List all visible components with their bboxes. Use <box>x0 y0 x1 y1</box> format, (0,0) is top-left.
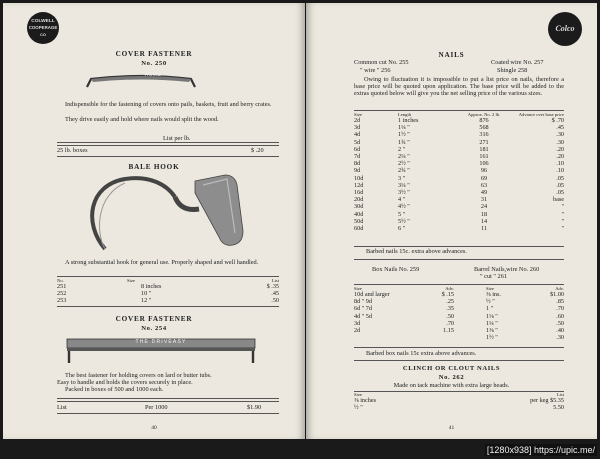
divider <box>354 110 564 111</box>
cover250-desc2: They drive easily and hold where nails would split the wood. <box>65 116 219 123</box>
cell: .70 <box>446 319 454 327</box>
col-no: No. <box>57 278 64 283</box>
col-advance: Advance over base price <box>518 112 564 117</box>
logo-line1: COLWELL <box>31 19 55 24</box>
cover254-title: COVER FASTENER <box>115 315 193 323</box>
cell: .35 <box>446 305 454 313</box>
cell: 3d <box>354 124 361 132</box>
cell: 1½ " <box>398 131 410 139</box>
table-row <box>354 291 564 298</box>
table-row <box>354 196 564 203</box>
cell: 3 " <box>398 174 406 182</box>
cell: 10 " <box>141 290 152 298</box>
nails-table-body <box>354 112 564 232</box>
boxnails-table <box>354 286 564 341</box>
cell: per keg $5.35 <box>530 397 564 404</box>
cell: 6d <box>354 145 361 153</box>
balehook-table <box>57 278 279 305</box>
cell: 40d <box>354 210 364 218</box>
cell: 6d " 7d <box>354 305 372 313</box>
divider <box>57 276 279 277</box>
table-row <box>354 313 564 320</box>
cell: 271 <box>479 138 489 146</box>
cell: ⅜ ins. <box>486 291 501 298</box>
table-row <box>354 298 564 305</box>
cell: 24 <box>480 203 488 211</box>
table-row <box>57 290 279 297</box>
cell: 3¼ " <box>398 181 410 189</box>
cell: 1.15 <box>443 327 454 335</box>
logo-text: Colco <box>555 24 575 33</box>
cell: .70 <box>556 305 564 313</box>
cover250-price-label: List per lb. <box>163 135 191 142</box>
cover254-per: Per 1000 <box>145 404 168 411</box>
divider <box>57 413 279 414</box>
cell: 1¾ " <box>398 138 410 146</box>
cover254-desc: The best fastener for holding covers on lard or butter tubs. <box>65 372 212 379</box>
cell: 5.50 <box>553 404 564 412</box>
cell: 316 <box>479 131 489 139</box>
divider <box>354 284 564 285</box>
cover254-number: No. 254 <box>141 325 167 332</box>
table-row <box>354 320 564 327</box>
cell: 1½ " <box>486 334 498 342</box>
cell: 4 " <box>398 196 406 204</box>
cell: 1 " <box>486 305 494 313</box>
logo-line2: COOPERAGE <box>28 25 58 30</box>
table-row <box>354 397 564 404</box>
cell <box>354 334 414 341</box>
table-row <box>354 211 564 218</box>
cell: 876 <box>479 117 489 124</box>
col-approx: Approx. No. 2 lb. <box>467 112 501 117</box>
table-row <box>354 146 564 153</box>
divider <box>354 246 564 247</box>
cell <box>414 334 454 341</box>
cover250-price: $ .20 <box>251 147 264 154</box>
table-row <box>354 327 564 334</box>
cell: 96 <box>480 167 488 175</box>
right-page <box>306 3 597 439</box>
cell: 3½ " <box>398 189 410 197</box>
cell: 4d " 5d <box>354 312 372 320</box>
cell: .10 <box>556 167 564 175</box>
cell: .30 <box>556 138 564 146</box>
col-length: Length <box>398 112 412 117</box>
balehook-title: BALE HOOK <box>128 163 180 171</box>
cover250-title: COVER FASTENER <box>115 50 193 58</box>
col-adv: Adv. <box>445 286 454 291</box>
cell: 5d <box>354 138 361 146</box>
cell: .25 <box>446 298 454 306</box>
cell: 2¾ " <box>398 167 410 175</box>
page-number-right: 41 <box>448 425 455 431</box>
divider <box>57 306 279 307</box>
cell: 4d <box>354 131 361 139</box>
left-page <box>3 3 305 439</box>
divider <box>57 156 279 157</box>
cell: 1⅜ " <box>486 327 498 335</box>
cell: 2¼ " <box>398 153 410 161</box>
cover254-price: $1.90 <box>247 404 262 411</box>
cell: $ .35 <box>266 283 279 290</box>
divider <box>57 142 279 146</box>
col-size: Size <box>127 278 135 283</box>
cell: " <box>561 217 564 225</box>
cell: 30d <box>354 203 364 211</box>
boxnails-footnote: Barbed box nails 15c extra above advances. <box>366 350 477 357</box>
table-row <box>354 305 564 312</box>
cover254-desc2: Easy to handle and holds the covers securely in place. <box>57 379 193 386</box>
col-size: Size <box>354 392 362 397</box>
cell: 31 <box>480 196 488 204</box>
divider <box>354 360 564 361</box>
nails-intro: Owing to fluctuation it is impossible to put a list price on nails, therefore a base price will be quoted upon application. The base price will be added to the extras quoted below will give you the net selling price of the various sizes. <box>354 76 564 98</box>
table-row <box>57 283 279 290</box>
cell: 1 inches <box>398 117 419 124</box>
cell: $1.00 <box>550 291 564 298</box>
clinch-number: No. 262 <box>438 374 465 381</box>
cell: " <box>561 210 564 218</box>
cell: 251 <box>57 283 67 290</box>
cell: 60d <box>354 225 364 233</box>
boxnails-title: Box Nails No. 259 <box>372 266 420 273</box>
cell: 63 <box>480 181 488 189</box>
cell: .20 <box>556 145 564 153</box>
table-row <box>57 297 279 304</box>
cover254-desc3: Packed in boxes of 500 and 1000 each. <box>65 386 164 393</box>
cell: 252 <box>57 290 67 298</box>
col-size: Size <box>354 286 362 291</box>
table-row <box>354 160 564 167</box>
cell: .20 <box>556 153 564 161</box>
bale-hook-illustration <box>75 171 245 255</box>
table-row <box>354 131 564 138</box>
cell: .30 <box>556 131 564 139</box>
table-row <box>354 225 564 232</box>
cell: ⅜ inches <box>354 397 376 404</box>
table-row <box>354 153 564 160</box>
table-row <box>354 175 564 182</box>
cell: 7d <box>354 153 361 161</box>
cell: 14 <box>480 217 488 225</box>
barrelnails-title1: Barrel Nails,wire No. 260 <box>474 266 540 273</box>
divider <box>354 347 564 348</box>
cell: .05 <box>556 189 564 197</box>
cell: 181 <box>479 145 489 153</box>
cell: 2 " <box>398 145 406 153</box>
cell: .05 <box>556 181 564 189</box>
cell: $ .70 <box>551 117 564 124</box>
cell: 1¼ " <box>486 319 498 327</box>
table-row <box>354 117 564 124</box>
cell: 106 <box>479 160 489 168</box>
cell: 69 <box>480 174 488 182</box>
table-row <box>354 139 564 146</box>
table-row <box>354 124 564 131</box>
table-row <box>354 404 564 411</box>
cell: $ .15 <box>441 291 454 298</box>
cell: 11 <box>481 225 487 233</box>
cell: 9d <box>354 167 361 175</box>
clinch-table <box>354 392 564 411</box>
cell: 161 <box>479 153 489 161</box>
barrelnails-title2: " cut " 261 <box>480 273 508 280</box>
nails-line1-right: Coated wire No. 257 <box>491 59 544 66</box>
table-row <box>354 182 564 189</box>
cell: .85 <box>556 298 564 306</box>
cell: 49 <box>480 189 488 197</box>
cover250-number: No. 250 <box>141 60 167 67</box>
cell: .40 <box>556 327 564 335</box>
cell: .50 <box>446 312 454 320</box>
cover254-list-label: List <box>57 404 67 411</box>
cell: 8d " 9d <box>354 298 372 306</box>
cell: .60 <box>556 312 564 320</box>
cell: 18 <box>480 210 488 218</box>
divider <box>57 398 279 402</box>
cell: 10d <box>354 174 364 182</box>
col-adv2: Adv. <box>555 286 564 291</box>
col-list: List <box>271 278 279 283</box>
driveasy-label: THE DRIVEASY <box>135 338 187 345</box>
nails-footnote: Barbed nails 15c. extra above advances. <box>366 248 467 255</box>
clinch-desc: Made on tack machine with extra large heads. <box>393 382 510 389</box>
table-row <box>354 334 564 341</box>
cell: .05 <box>556 174 564 182</box>
table-row <box>354 218 564 225</box>
cell: 253 <box>57 297 67 305</box>
boxnails-table-body <box>354 286 564 341</box>
cell: 2½ " <box>398 160 410 168</box>
cell: ½ " <box>486 298 495 306</box>
page-number-left: 40 <box>151 425 157 431</box>
cell: 568 <box>479 124 489 132</box>
cell: 12 " <box>141 297 152 305</box>
table-row <box>354 189 564 196</box>
nails-title: NAILS <box>438 51 465 59</box>
cell: .10 <box>556 160 564 168</box>
clinch-table-body <box>354 392 564 411</box>
cell: 1¼ " <box>398 124 410 132</box>
cell: 1⅛ " <box>486 312 498 320</box>
cell: base <box>553 196 564 204</box>
cell: 8d <box>354 160 361 168</box>
cell: 10d and larger <box>354 291 390 298</box>
cover250-desc: Indispensible for the fastening of covers onto pails, baskets, fruit and berry crates. <box>65 101 272 108</box>
cover250-qty: 25 lb. boxes <box>57 147 88 154</box>
colco-logo-badge <box>548 12 582 46</box>
cell: 50d <box>354 217 364 225</box>
cell: .50 <box>556 319 564 327</box>
cell: ½ " <box>354 404 363 412</box>
cell: 8 inches <box>141 283 162 290</box>
col-list: List <box>556 392 564 397</box>
nails-line1-left: Common cut No. 255 <box>354 59 409 66</box>
watermark: [1280x938] https://upic.me/ <box>486 445 595 455</box>
nails-line2-right: Shingle 258 <box>497 67 528 74</box>
cell: 3d <box>354 319 361 327</box>
col-size: Size <box>354 112 362 117</box>
col-size2: Size <box>486 286 494 291</box>
cell: " <box>561 225 564 233</box>
clinch-title: CLINCH OR CLOUT NAILS <box>402 365 501 372</box>
balehook-desc: A strong substantial hook for general use. Properly shaped and well handled. <box>65 259 259 266</box>
cell: .45 <box>556 124 564 132</box>
cell: .45 <box>271 290 279 298</box>
cell: 16d <box>354 189 364 197</box>
cell: " <box>561 203 564 211</box>
cell: 20d <box>354 196 364 204</box>
nails-table <box>354 112 564 232</box>
acme-label: ACME <box>144 72 162 78</box>
cell: 5½ " <box>398 217 410 225</box>
logo-line3: CO <box>40 32 46 37</box>
cell: 5 " <box>398 210 406 218</box>
nails-line2-left: " wire " 256 <box>360 67 391 74</box>
cell: .30 <box>556 334 564 342</box>
cell: 6 " <box>398 225 406 233</box>
cell: 2d <box>354 327 361 335</box>
divider <box>354 259 564 260</box>
cell: .50 <box>271 297 279 305</box>
table-row <box>354 203 564 210</box>
colwell-logo-badge <box>27 12 59 44</box>
table-row <box>354 167 564 174</box>
cell: 2d <box>354 117 361 124</box>
cell: 4½ " <box>398 203 410 211</box>
cell: 12d <box>354 181 364 189</box>
